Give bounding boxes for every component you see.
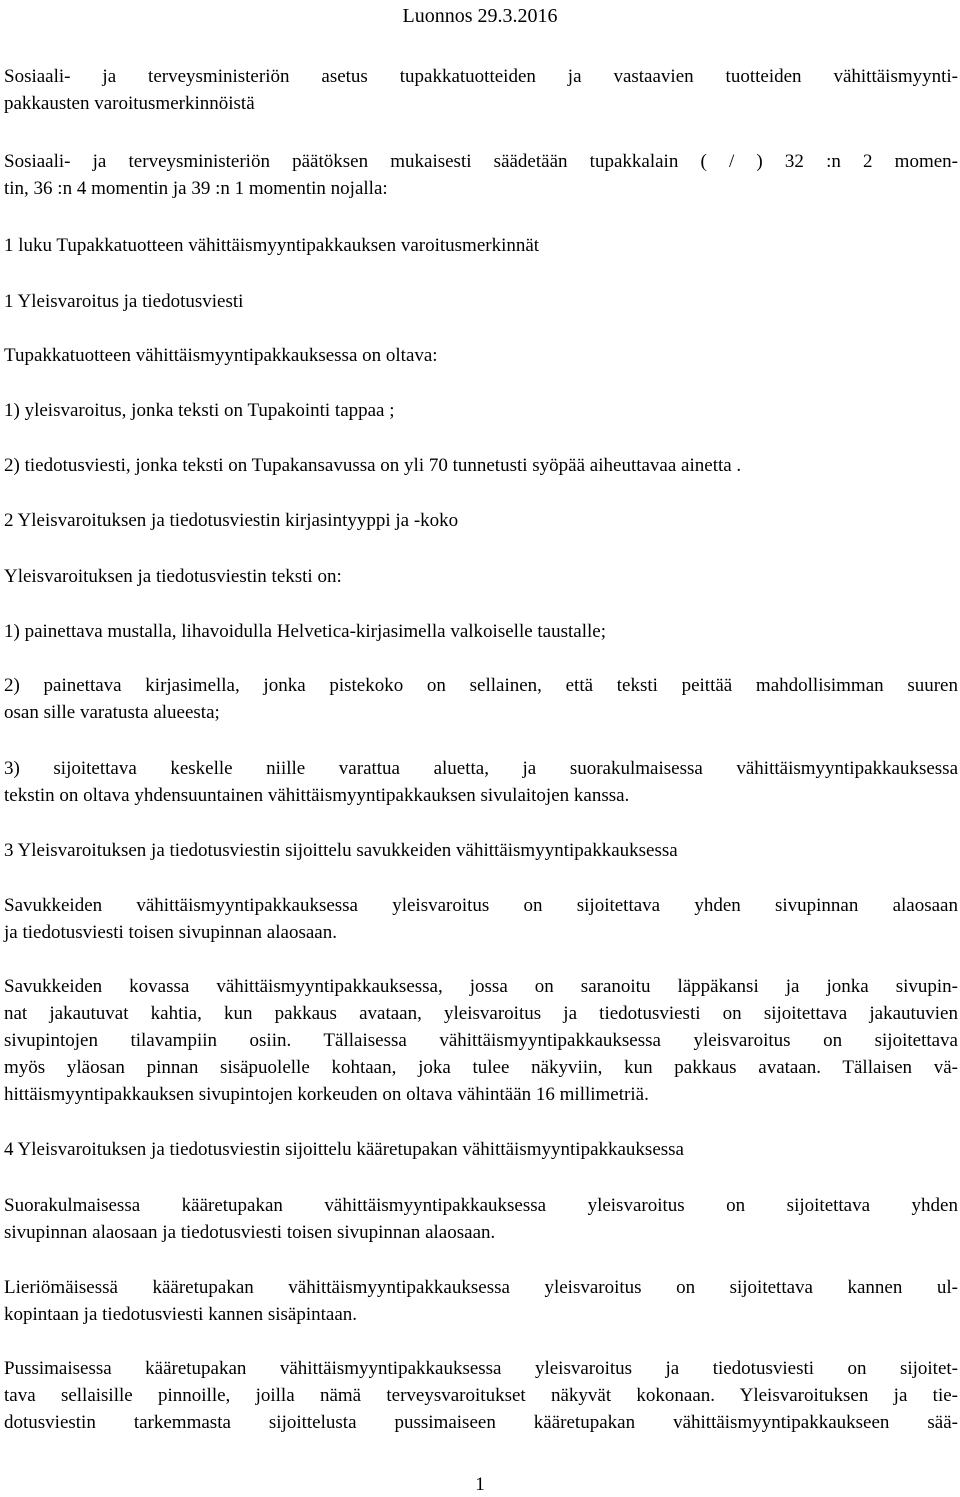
section-4-para-2-line-2: kopintaan ja tiedotusviesti kannen sisäpintaan. (4, 1304, 358, 1325)
section-4-para-1-line-1: Suorakulmaisessa kääretupakan vähittäismyyntipakkauksessa yleisvaroitus on sijoitettava yhden (4, 1195, 958, 1216)
section-3-para-2-line-2: nat jakautuvat kahtia, kun pakkaus avataan, yleisvaroitus ja tiedotusviesti on sijoitettava jakautuvien (4, 1003, 958, 1024)
section-2-item-3-line-2: tekstin on oltava yhdensuuntainen vähittäismyyntipakkauksen sivulaitojen kanssa. (4, 785, 630, 806)
section-4-para-3-line-3: dotusviestin tarkemmasta sijoittelusta pussimaiseen kääretupakan vähittäismyyntipakkaukseen sää- (4, 1412, 958, 1433)
section-3-para-2-line-3: sivupintojen tilavampiin osiin. Tällaisessa vähittäismyyntipakkauksessa yleisvaroitus on sijoitettava (4, 1030, 958, 1051)
preamble-line-1: Sosiaali- ja terveysministeriön päätöksen mukaisesti säädetään tupakkalain ( / ) 32 :n 2 momen- (4, 151, 958, 172)
section-1-intro: Tupakkatuotteen vähittäismyyntipakkauksessa on oltava: (4, 345, 438, 366)
section-1-heading: 1 Yleisvaroitus ja tiedotusviesti (4, 291, 244, 312)
section-2-item-3-line-1: 3) sijoitettava keskelle niille varattua aluetta, ja suorakulmaisessa vähittäismyyntipakkauksessa (4, 758, 958, 779)
section-2-heading: 2 Yleisvaroituksen ja tiedotusviestin kirjasintyyppi ja -koko (4, 510, 459, 531)
section-4-para-3-line-2: tava sellaisille pinnoille, joilla nämä terveysvaroitukset näkyvät kokonaan. Yleisvaroituksen ja tie- (4, 1385, 958, 1406)
section-3-heading: 3 Yleisvaroituksen ja tiedotusviestin sijoittelu savukkeiden vähittäismyyntipakkauksessa (4, 840, 678, 861)
section-3-para-2-line-4: myös yläosan pinnan sisäpuolelle kohtaan, joka tulee näkyviin, kun pakkaus avataan. Tällaisen vä- (4, 1057, 958, 1078)
section-2-item-2-line-1: 2) painettava kirjasimella, jonka pistekoko on sellainen, että teksti peittää mahdollisimman suuren (4, 675, 958, 696)
section-2-item-1: 1) painettava mustalla, lihavoidulla Helvetica-kirjasimella valkoiselle taustalle; (4, 621, 606, 642)
chapter-1-heading: 1 luku Tupakkatuotteen vähittäismyyntipakkauksen varoitusmerkinnät (4, 235, 540, 256)
section-3-para-1-line-1: Savukkeiden vähittäismyyntipakkauksessa yleisvaroitus on sijoitettava yhden sivupinnan alaosaan (4, 895, 958, 916)
section-1-item-2: 2) tiedotusviesti, jonka teksti on Tupakansavussa on yli 70 tunnetusti syöpää aiheuttavaa ainetta . (4, 455, 742, 476)
section-3-para-1-line-2: ja tiedotusviesti toisen sivupinnan alaosaan. (4, 922, 337, 943)
preamble-line-2: tin, 36 :n 4 momentin ja 39 :n 1 momentin nojalla: (4, 178, 388, 199)
section-4-heading: 4 Yleisvaroituksen ja tiedotusviestin sijoittelu kääretupakan vähittäismyyntipakkauksessa (4, 1139, 684, 1160)
section-3-para-2-line-5: hittäismyyntipakkauksen sivupintojen korkeuden on oltava vähintään 16 millimetriä. (4, 1084, 649, 1105)
section-2-item-2-line-2: osan sille varatusta alueesta; (4, 702, 220, 723)
page-number: 1 (475, 1474, 485, 1495)
section-3-para-2-line-1: Savukkeiden kovassa vähittäismyyntipakkauksessa, jossa on saranoitu läppäkansi ja jonka sivupin- (4, 976, 958, 997)
section-4-para-3-line-1: Pussimaisessa kääretupakan vähittäismyyntipakkauksessa yleisvaroitus ja tiedotusviesti on sijoitet- (4, 1358, 958, 1379)
document-title-line-1: Sosiaali- ja terveysministeriön asetus tupakkatuotteiden ja vastaavien tuotteiden vähittäismyynti- (4, 66, 958, 87)
section-4-para-2-line-1: Lieriömäisessä kääretupakan vähittäismyyntipakkauksessa yleisvaroitus on sijoitettava kannen ul- (4, 1277, 958, 1298)
section-1-item-1: 1) yleisvaroitus, jonka teksti on Tupakointi tappaa ; (4, 400, 395, 421)
section-4-para-1-line-2: sivupinnan alaosaan ja tiedotusviesti toisen sivupinnan alaosaan. (4, 1222, 496, 1243)
section-2-intro: Yleisvaroituksen ja tiedotusviestin teksti on: (4, 566, 342, 587)
document-title-line-2: pakkausten varoitusmerkinnöistä (4, 93, 255, 114)
draft-date-header: Luonnos 29.3.2016 (402, 5, 558, 27)
